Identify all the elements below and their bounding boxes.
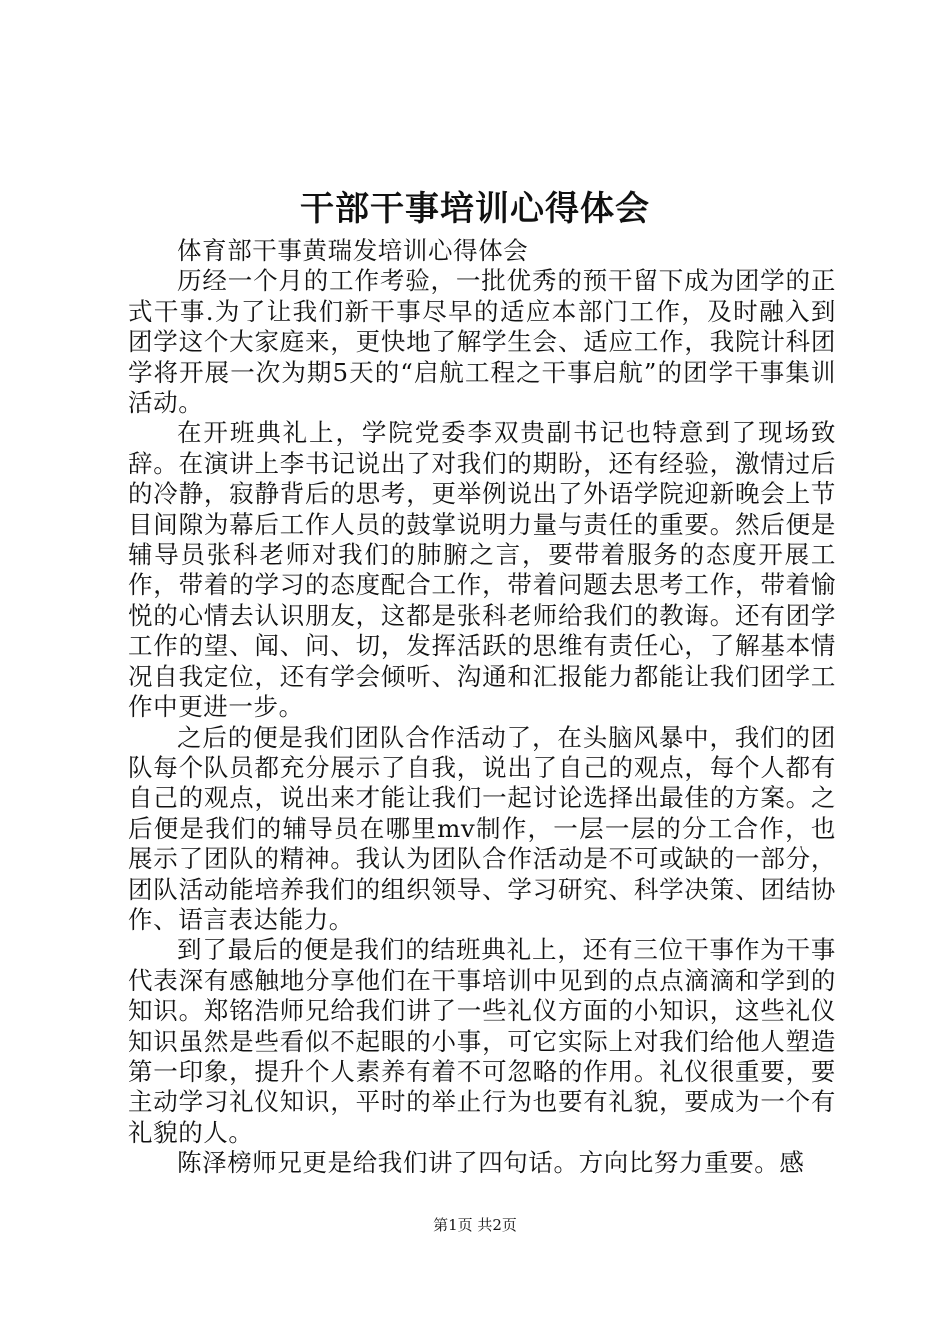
paragraph-1: 历经一个月的工作考验，一批优秀的预干留下成为团学的正式干事.为了让我们新干事尽早的适应本部门工作，及时融入到团学这个大家庭来，更快地了解学生会、适应工作，我院计科团学将开展一次为期5天的“启航工程之干事启航”的团学干事集训活动。 <box>128 266 836 418</box>
paragraph-subtitle: 体育部干事黄瑞发培训心得体会 <box>177 236 529 265</box>
document-body <box>128 236 836 1179</box>
document-title: 干部干事培训心得体会 <box>300 189 650 229</box>
page-number-footer: 第1页 共2页 <box>433 1216 517 1234</box>
paragraph-5: 陈泽榜师兄更是给我们讲了四句话。方向比努力重要。感 <box>177 1148 805 1178</box>
paragraph-2: 在开班典礼上，学院党委李双贵副书记也特意到了现场致辞。在演讲上李书记说出了对我们的期盼，还有经验，激情过后的冷静，寂静背后的思考，更举例说出了外语学院迎新晚会上节目间隙为幕后工作人员的鼓掌说明力量与责任的重要。然后便是辅导员张科老师对我们的肺腑之言，要带着服务的态度开展工作，带着的学习的态度配合工作，带着问题去思考工作，带着愉悦的心情去认识朋友，这都是张科老师给我们的教诲。还有团学工作的望、闻、问、切，发挥活跃的思维有责任心，了解基本情况自我定位，还有学会倾听、沟通和汇报能力都能让我们团学工作中更进一步。 <box>128 418 836 722</box>
paragraph-4: 到了最后的便是我们的结班典礼上，还有三位干事作为干事代表深有感触地分享他们在干事培训中见到的点点滴滴和学到的知识。郑铭浩师兄给我们讲了一些礼仪方面的小知识，这些礼仪知识虽然是些看似不起眼的小事，可它实际上对我们给他人塑造第一印象，提升个人素养有着不可忽略的作用。礼仪很重要，要主动学习礼仪知识，平时的举止行为也要有礼貌，要成为一个有礼貌的人。 <box>128 935 836 1147</box>
paragraph-3: 之后的便是我们团队合作活动了，在头脑风暴中，我们的团队每个队员都充分展示了自我，说出了自己的观点，每个人都有自己的观点，说出来才能让我们一起讨论选择出最佳的方案。之后便是我们的辅导员在哪里mv制作，一层一层的分工合作，也展示了团队的精神。我认为团队合作活动是不可或缺的一部分，团队活动能培养我们的组织领导、学习研究、科学决策、团结协作、语言表达能力。 <box>128 722 836 934</box>
